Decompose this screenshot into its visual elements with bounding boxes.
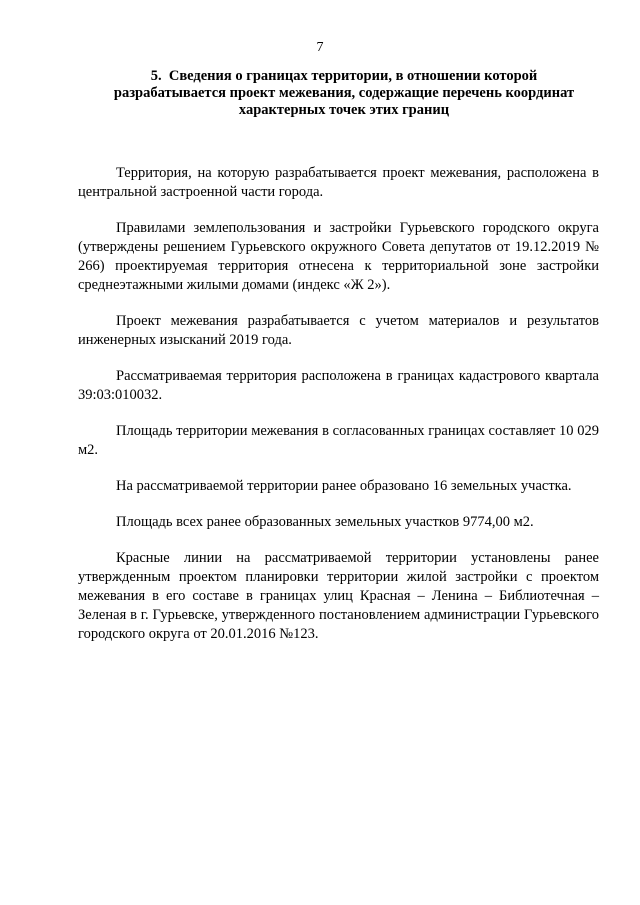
page-number: 7 <box>316 40 324 55</box>
paragraph-parcels-count: На рассматриваемой территории ранее образовано 16 земельных участка. <box>116 478 572 494</box>
paragraph-area: Площадь территории межевания в согласованных границах составляет 10 029 м2. <box>78 423 599 458</box>
paragraph-parcels-area: Площадь всех ранее образованных земельных участков 9774,00 м2. <box>116 514 534 530</box>
paragraph-cadastral-quarter: Рассматриваемая территория расположена в границах кадастрового квартала 39:03:010032. <box>78 368 599 403</box>
paragraph-location: Территория, на которую разрабатывается проект межевания, расположена в центральной застроенной части города. <box>78 165 599 200</box>
section-title: Сведения о границах территории, в отношении которой разрабатывается проект межевания, содержащие перечень координат характерных точек этих границ <box>113 68 575 118</box>
document-body <box>78 164 599 644</box>
section-heading: 5. Сведения о границах территории, в отношении которой разрабатывается проект межевания, содержащие перечень координат характерных точек этих границ <box>113 68 575 118</box>
paragraph-zoning-rules: Правилами землепользования и застройки Гурьевского городского округа (утверждены решением Гурьевского окружного Совета депутатов от 19.12.2019 № 266) проектируемая территория отнесена к территориальной зоне застройки среднеэтажными жилыми домами (индекс «Ж 2»). <box>78 220 599 293</box>
paragraph-red-lines: Красные линии на рассматриваемой территории установлены ранее утвержденным проектом планировки территории жилой застройки с проектом межевания в его составе в границах улиц Красная – Ленина – Библиотечная – Зеленая в г. Гурьевске, утвержденного постановлением администрации Гурьевского городского округа от 20.01.2016 №123. <box>78 550 599 642</box>
paragraph-surveys: Проект межевания разрабатывается с учетом материалов и результатов инженерных изысканий 2019 года. <box>78 313 599 348</box>
section-number: 5 <box>150 68 158 84</box>
